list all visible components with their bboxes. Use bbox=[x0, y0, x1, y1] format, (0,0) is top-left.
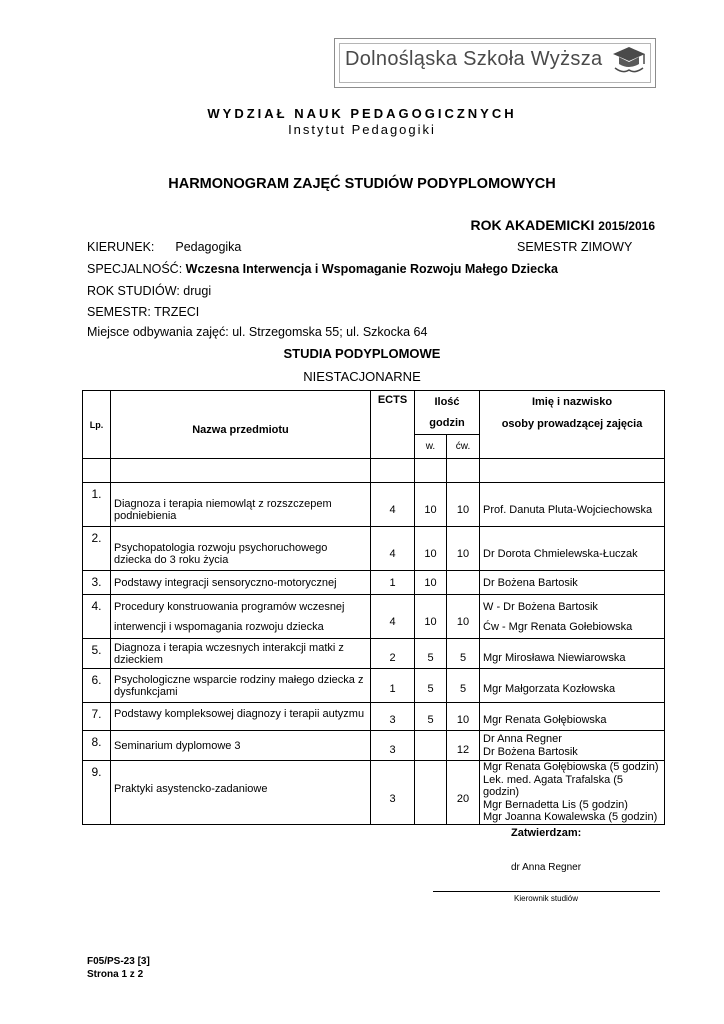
page-number: Strona 1 z 2 bbox=[87, 969, 144, 980]
row-cw: 5 bbox=[447, 639, 480, 669]
field-label: KIERUNEK: bbox=[87, 240, 155, 254]
document-title: HARMONOGRAM ZAJĘĆ STUDIÓW PODYPLOMOWYCH bbox=[168, 176, 556, 192]
signature-line bbox=[433, 891, 660, 892]
row-person bbox=[480, 731, 665, 761]
form-code: F05/PS-23 [3] bbox=[87, 956, 150, 967]
row-subject-line-1: Procedury konstruowania programów wczesnej bbox=[114, 600, 345, 613]
university-logo bbox=[334, 38, 656, 88]
row-number: 9. bbox=[83, 761, 111, 825]
row-person: Dr Dorota Chmielewska-Łuczak bbox=[480, 527, 665, 571]
row-number: 3. bbox=[83, 571, 111, 595]
table-row bbox=[83, 483, 665, 527]
table-row bbox=[83, 527, 665, 571]
row-ects: 3 bbox=[371, 761, 415, 825]
row-ects: 3 bbox=[371, 703, 415, 731]
row-subject: Podstawy integracji sensoryczno-motorycznej bbox=[111, 571, 371, 595]
row-ects: 1 bbox=[371, 669, 415, 703]
header-cw: ćw. bbox=[447, 435, 480, 459]
header-lp: Lp. bbox=[83, 391, 111, 459]
table-row bbox=[83, 731, 665, 761]
row-number: 6. bbox=[83, 669, 111, 703]
row-number: 8. bbox=[83, 731, 111, 761]
row-ects: 4 bbox=[371, 595, 415, 639]
row-cw: 10 bbox=[447, 483, 480, 527]
approval-label: Zatwierdzam: bbox=[511, 827, 582, 839]
row-ects: 4 bbox=[371, 527, 415, 571]
graduation-cap-icon bbox=[611, 42, 647, 78]
row-w: 5 bbox=[415, 639, 447, 669]
row-w: 10 bbox=[415, 595, 447, 639]
row-person-line: Dr Anna Regner bbox=[483, 732, 562, 745]
logo-text: Dolnośląska Szkoła Wyższa bbox=[345, 48, 603, 70]
row-subject: Diagnoza i terapia wczesnych interakcji matki z dzieckiem bbox=[111, 639, 371, 669]
study-year: ROK STUDIÓW: drugi bbox=[87, 284, 212, 298]
row-w bbox=[415, 761, 447, 825]
specialization-label: SPECJALNOŚĆ: bbox=[87, 262, 183, 276]
academic-year-label: ROK AKADEMICKI bbox=[470, 217, 595, 233]
semester-season: SEMESTR ZIMOWY bbox=[517, 240, 633, 254]
row-w: 10 bbox=[415, 571, 447, 595]
field-of-study bbox=[87, 240, 241, 254]
row-subject: Podstawy kompleksowej diagnozy i terapii autyzmu bbox=[111, 703, 371, 731]
specialization-value: Wczesna Interwencja i Wspomaganie Rozwoju Małego Dziecka bbox=[185, 262, 558, 276]
study-mode: NIESTACJONARNE bbox=[303, 369, 421, 384]
row-subject bbox=[111, 595, 371, 639]
row-person: Mgr Mirosława Niewiarowska bbox=[480, 639, 665, 669]
row-person-line: Dr Bożena Bartosik bbox=[483, 745, 578, 758]
row-subject: Seminarium dyplomowe 3 bbox=[111, 731, 371, 761]
row-cw: 12 bbox=[447, 731, 480, 761]
academic-year-value: 2015/2016 bbox=[598, 219, 655, 233]
academic-year bbox=[470, 217, 655, 233]
signer-role: Kierownik studiów bbox=[514, 894, 579, 903]
row-cw: 5 bbox=[447, 669, 480, 703]
header-hours-1: Ilość bbox=[415, 391, 480, 413]
row-person-line: Mgr Renata Gołębiowska (5 godzin) bbox=[483, 761, 659, 773]
row-person: Mgr Małgorzata Kozłowska bbox=[480, 669, 665, 703]
row-cw: 10 bbox=[447, 527, 480, 571]
row-ects: 4 bbox=[371, 483, 415, 527]
row-person-line: Mgr Joanna Kowalewska (5 godzin) bbox=[483, 811, 658, 823]
row-cw: 10 bbox=[447, 595, 480, 639]
row-person: Mgr Renata Gołębiowska bbox=[480, 703, 665, 731]
row-ects: 1 bbox=[371, 571, 415, 595]
row-person: Prof. Danuta Pluta-Wojciechowska bbox=[480, 483, 665, 527]
header-hours-2: godzin bbox=[415, 413, 480, 435]
row-cw: 20 bbox=[447, 761, 480, 825]
row-subject: Diagnoza i terapia niemowląt z rozszczepem podniebienia bbox=[111, 483, 371, 527]
specialization bbox=[87, 262, 558, 276]
signer-name: dr Anna Regner bbox=[511, 862, 582, 873]
row-w: 10 bbox=[415, 483, 447, 527]
institute-name: Instytut Pedagogiki bbox=[288, 122, 436, 137]
row-w: 10 bbox=[415, 527, 447, 571]
row-number: 1. bbox=[83, 483, 111, 527]
header-w: w. bbox=[415, 435, 447, 459]
row-person bbox=[480, 595, 665, 639]
row-cw bbox=[447, 571, 480, 595]
row-w: 5 bbox=[415, 669, 447, 703]
header-ects: ECTS bbox=[371, 391, 415, 459]
row-number: 5. bbox=[83, 639, 111, 669]
header-person-empty bbox=[480, 435, 665, 459]
header-person-1: Imię i nazwisko bbox=[480, 391, 665, 413]
row-w: 5 bbox=[415, 703, 447, 731]
row-person-line: Mgr Bernadetta Lis (5 godzin) bbox=[483, 798, 628, 811]
row-person-line: W - Dr Bożena Bartosik bbox=[483, 600, 598, 613]
row-cw: 10 bbox=[447, 703, 480, 731]
document-footer bbox=[87, 955, 150, 981]
row-subject: Psychologiczne wsparcie rodziny małego dziecka z dysfunkcjami bbox=[111, 669, 371, 703]
row-subject: Praktyki asystencko-zadaniowe bbox=[111, 761, 371, 825]
table-row bbox=[83, 703, 665, 731]
table-row bbox=[83, 639, 665, 669]
row-w bbox=[415, 731, 447, 761]
row-ects: 3 bbox=[371, 731, 415, 761]
row-number: 2. bbox=[83, 527, 111, 571]
row-person bbox=[480, 761, 665, 825]
schedule-table bbox=[82, 390, 665, 825]
header-subject: Nazwa przedmiotu bbox=[111, 391, 371, 459]
semester: SEMESTR: TRZECI bbox=[87, 305, 200, 319]
header-person-2: osoby prowadzącej zajęcia bbox=[480, 413, 665, 435]
table-row bbox=[83, 761, 665, 825]
table-row bbox=[83, 571, 665, 595]
row-ects: 2 bbox=[371, 639, 415, 669]
row-subject: Psychopatologia rozwoju psychoruchowego dziecka do 3 roku życia bbox=[111, 527, 371, 571]
row-subject-line-2: interwencji i wspomagania rozwoju dziecka bbox=[114, 620, 324, 633]
table-row bbox=[83, 595, 665, 639]
row-number: 4. bbox=[83, 595, 111, 639]
row-number: 7. bbox=[83, 703, 111, 731]
row-person-line: Ćw - Mgr Renata Gołebiowska bbox=[483, 620, 633, 633]
table-row bbox=[83, 669, 665, 703]
field-value: Pedagogika bbox=[175, 240, 242, 254]
row-person: Dr Bożena Bartosik bbox=[480, 571, 665, 595]
location: Miejsce odbywania zajęć: ul. Strzegomska 55; ul. Szkocka 64 bbox=[87, 325, 428, 339]
row-person-line: Lek. med. Agata Trafalska (5 godzin) bbox=[483, 773, 624, 798]
header-row bbox=[83, 391, 665, 413]
faculty-name: WYDZIAŁ NAUK PEDAGOGICZNYCH bbox=[207, 106, 517, 121]
study-type: STUDIA PODYPLOMOWE bbox=[283, 346, 441, 361]
header-spacer-row bbox=[83, 459, 665, 483]
